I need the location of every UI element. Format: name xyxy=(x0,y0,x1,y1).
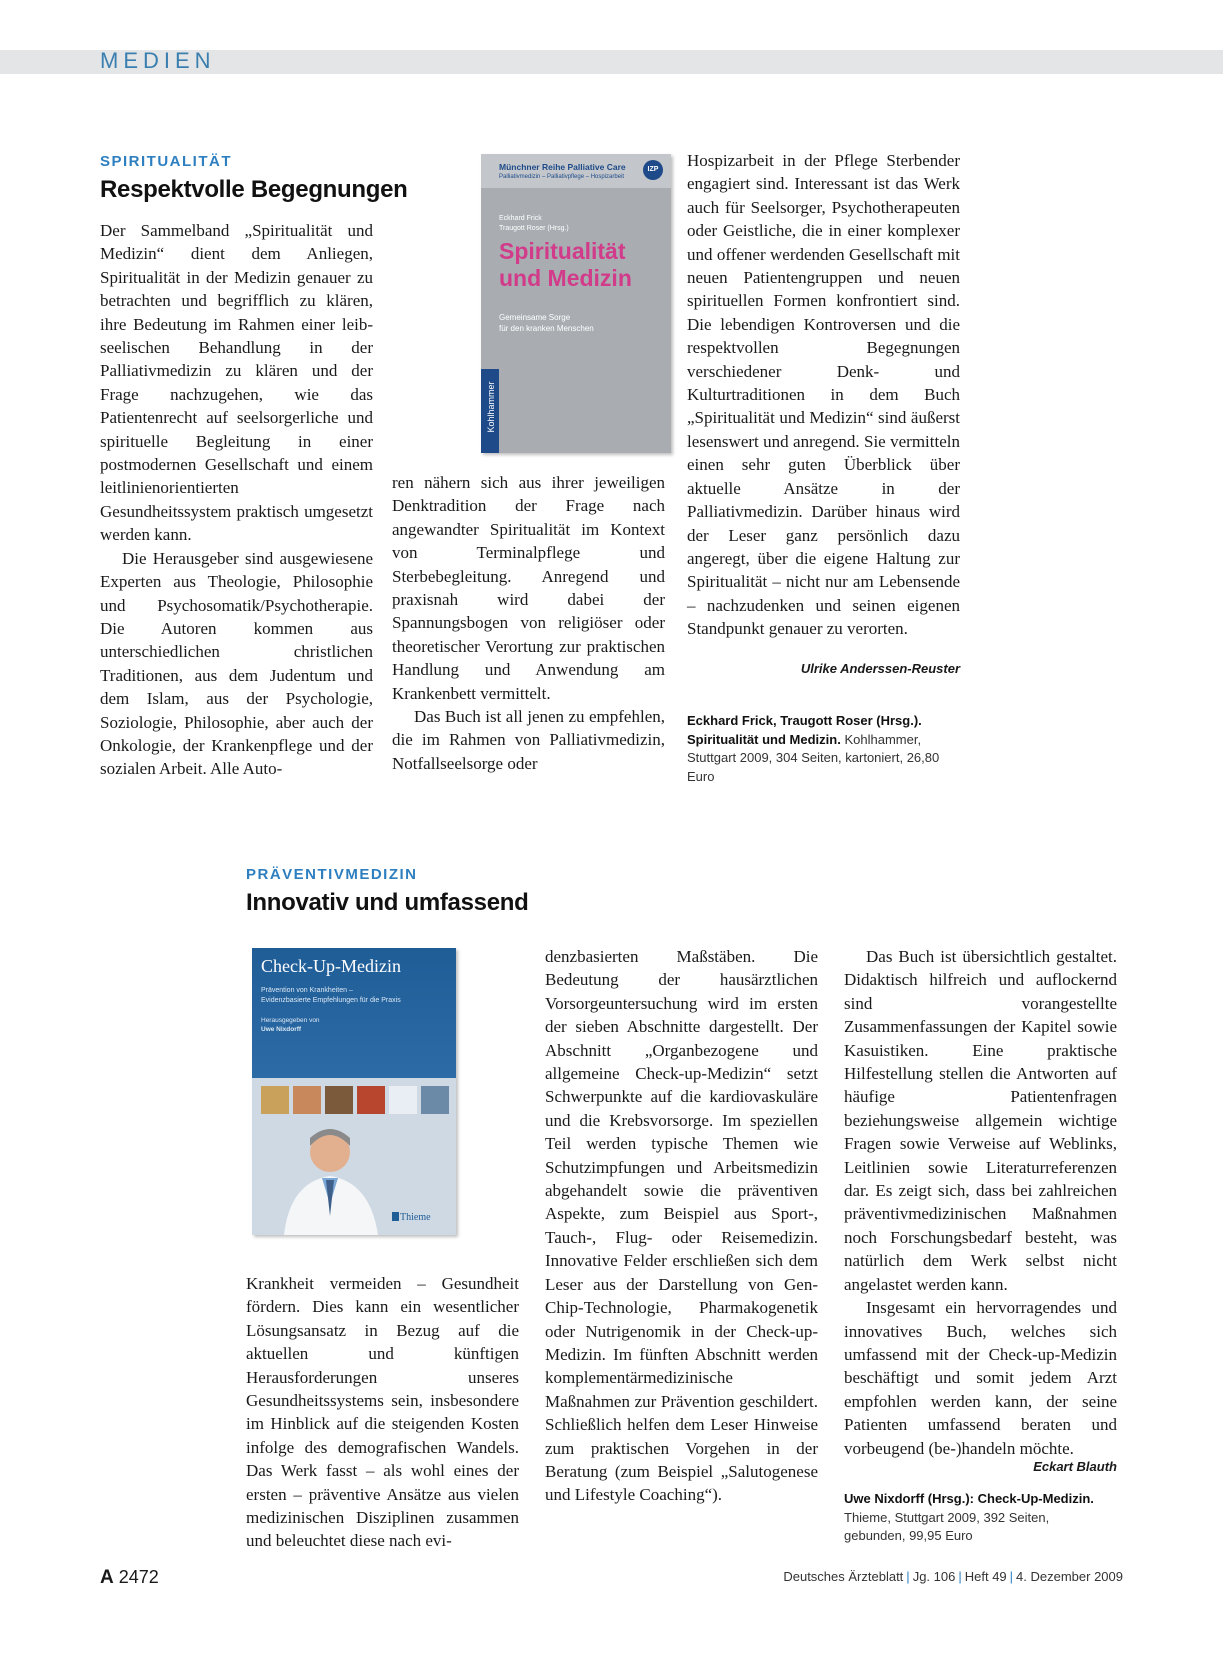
footer-issue: Heft 49 xyxy=(964,1569,1007,1584)
cover-editors xyxy=(499,214,569,234)
cover-publisher: Kohlhammer xyxy=(486,381,496,433)
page-number-value: 2472 xyxy=(118,1567,159,1587)
article1-column2 xyxy=(392,471,665,775)
article2-biblio-title: Uwe Nixdorff (Hrsg.): Check-Up-Medizin. xyxy=(844,1491,1094,1506)
article1-col2-para2: Das Buch ist all jenen zu empfehlen, die im Rahmen von Palliativmedizin, Notfallseelsorge oder xyxy=(392,707,665,773)
article2-col3-para1: Das Buch ist übersichtlich gestaltet. Didaktisch hilfreich und auflockernd sind vorangestellte Zusammenfassungen der Kapitel sowie Kasuistiken. Eine praktische Hilfestellung stellen die Antworten auf häufige Patientenfragen beziehungsweise allgemein wichtige Fragen sowie Verweise auf Weblinks, Leitlinien sowie Literaturreferenzen dar. Es zeigt sich, dass bei zahlreichen präventivmedizinischen Maßnahmen noch Forschungsbedarf besteht, was natürlich dem Werk selbst nicht angelastet werden kann. xyxy=(844,947,1117,1294)
page-number xyxy=(100,1567,159,1589)
cover-editor-2: Traugott Roser (Hrsg.) xyxy=(499,225,569,232)
article1-column3 xyxy=(687,149,960,641)
article1-col1-para1: Der Sammelband „Spiritualität und Medizin“ dient dem Anliegen, Spiritualität in der Medizin genauer zu betrachten und begrifflich zu klären, ihre Bedeutung im Rahmen einer leib-seelischen Behandlung in der Palliativmedizin zu klären und der Frage nachzugehen, wie das Patientenrecht auf seelsorgerliche und spirituelle Begleitung in einer postmodernen Gesellschaft und einem leitlinienorientierten Gesundheitssystem praktisch umgesetzt werden kann. xyxy=(100,221,373,545)
article2-author: Eckart Blauth xyxy=(1033,1459,1117,1474)
section-label: MEDIEN xyxy=(100,48,216,73)
page-letter: A xyxy=(100,1567,114,1588)
article1-author: Ulrike Anderssen-Reuster xyxy=(800,661,960,676)
footer-volume: Jg. 106 xyxy=(912,1569,956,1584)
izp-logo-icon: IZP xyxy=(643,160,663,180)
article1-headline: Respektvolle Begegnungen xyxy=(100,176,408,203)
cells-image-icon xyxy=(421,1086,449,1114)
cover-subtitle-line1: Gemeinsame Sorge xyxy=(499,313,571,322)
article2-biblio-details: Thieme, Stuttgart 2009, 392 Seiten, gebunden, 99,95 Euro xyxy=(844,1509,1050,1543)
article2-column2 xyxy=(545,945,818,1507)
article1-kicker: SPIRITUALITÄT xyxy=(100,153,232,170)
footer-journal: Deutsches Ärzteblatt xyxy=(783,1569,904,1584)
article1-bibliography xyxy=(687,712,947,786)
cover-title xyxy=(499,238,632,292)
cover2-editor-label: Herausgegeben von xyxy=(261,1017,320,1024)
article1-col3-para1: Hospizarbeit in der Pflege Sterbender engagiert sind. Interessant ist das Werk auch für Seelsorger, Psychotherapeuten oder Geistliche, die in einer komplexer und offener werdenden Gesellschaft mit neuen Patientengruppen und neuen spirituellen Formen konfrontiert sind. Die lebendigen Kontroversen und die respektvollen Begegnungen verschiedener Denk- und Kulturtraditionen in dem Buch „Spiritualität und Medizin“ sind äußerst lesenswert und anregend. Sie vermitteln einen sehr guten Überblick über aktuelle Ansätze in der Palliativmedizin. Darüber hinaus wird der Leser ganz persönlich dazu angeregt, über die eigene Haltung zur Spiritualität – nicht nur am Lebensende – nachzudenken und seinen eigenen Standpunkt genauer zu verorten. xyxy=(687,151,960,639)
article1-biblio-details: Kohlhammer, Stuttgart 2009, 304 Seiten, kartoniert, 26,80 Euro xyxy=(687,731,940,784)
article2-column3 xyxy=(844,945,1117,1460)
article1-column1 xyxy=(100,219,373,781)
cyclist-image-icon xyxy=(325,1086,353,1114)
cover2-subtitle-line1: Prävention von Krankheiten – xyxy=(261,987,353,994)
article1-col1-para2: Die Herausgeber sind ausgewiesene Experten aus Theologie, Philosophie und Psychosomatik/Psychotherapie. Die Autoren kommen aus unterschiedlichen christlichen Traditionen, aus dem Judentum und dem Islam, aus der Psychologie, Soziologie, Philosophie, aber auch der Onkologie, der Krankenpflege und der sozialen Arbeit. Alle Auto- xyxy=(100,548,373,779)
cover-subtitle-line2: für den kranken Menschen xyxy=(499,324,594,333)
cover2-image-strip xyxy=(261,1086,451,1114)
food-image-icon xyxy=(261,1086,289,1114)
cover2-publisher: Thieme xyxy=(400,1212,431,1223)
thieme-logo-icon xyxy=(392,1212,399,1221)
cover-subtitle xyxy=(499,312,594,334)
article2-kicker: PRÄVENTIVMEDIZIN xyxy=(246,866,418,883)
article2-bibliography xyxy=(844,1490,1114,1546)
article1-col2-para1: ren nähern sich aus ihrer jeweiligen Denktradition der Frage nach angewandter Spiritualität im Kontext von Terminalpflege und Sterbebegleitung. Anregend und praxisnah wird dabei der Spannungsbogen von religiöser oder theoretischer Verortung zur praktischen Handlung und Anwendung am Krankenbett vermittelt. xyxy=(392,473,665,703)
cover-title-line2: und Medizin xyxy=(499,265,632,291)
book-cover-check-up-medizin xyxy=(252,948,456,1235)
article2-col2-para1: denzbasierten Maßstäben. Die Bedeutung der hausärztlichen Vorsorgeuntersuchung wird im ersten der sieben Abschnitte dargestellt. Der Abschnitt „Organbezogene und allgemeine Check-up-Medizin“ setzt Schwerpunkte auf die kardiovaskuläre und die Krebsvorsorge. Im speziellen Teil werden typische Themen wie Schutzimpfungen und Arbeitsmedizin abgehandelt sowie die präventiven Aspekte, zum Beispiel aus Sport-, Tauch-, Flug- oder Reisemedizin. Innovative Felder erschließen sich dem Leser aus der Darstellung von Gen-Chip-Technologie, Pharmakogenetik oder Nutrigenomik in der Check-up-Medizin. Im fünften Abschnitt werden komplementärmedizinische Maßnahmen zur Prävention geschildert. Schließlich helfen dem Leser Hinweise zum praktischen Vorgehen in der Beratung (zum Beispiel „Salutogenese und Lifestyle Coaching“). xyxy=(545,947,818,1505)
book-cover-spiritualitaet xyxy=(481,154,671,453)
cover2-editor-name: Uwe Nixdorff xyxy=(261,1026,302,1033)
cover2-subtitle xyxy=(261,986,401,1005)
cover-title-line1: Spiritualität xyxy=(499,238,626,264)
cover2-editor xyxy=(261,1016,320,1034)
cover-series-title: Münchner Reihe Palliative Care xyxy=(499,162,626,172)
cover-editor-1: Eckhard Frick xyxy=(499,215,542,222)
article2-headline: Innovativ und umfassend xyxy=(246,889,529,916)
article2-column1 xyxy=(246,1272,519,1553)
organ-image-icon xyxy=(357,1086,385,1114)
article2-col3-para2: Insgesamt ein hervorragendes und innovatives Buch, welches sich umfassend mit der Check-up-Medizin beschäftigt und somit jedem Arzt empfohlen werden kann, der seine Patienten umfassend beraten und vorbeugend (be-)handeln möchte. xyxy=(844,1298,1117,1458)
footer-date: 4. Dezember 2009 xyxy=(1016,1569,1123,1584)
cover2-title: Check-Up-Medizin xyxy=(261,956,401,976)
footer-citation: Deutsches Ärzteblatt | Jg. 106 | Heft 49 | 4. Dezember 2009 xyxy=(783,1569,1123,1584)
doctor-photo-icon xyxy=(282,1124,392,1235)
article2-col1-para1: Krankheit vermeiden – Gesundheit fördern. Dies kann ein wesentlicher Lösungsansatz in Bezug auf die aktuellen und künftigen Herausforderungen unseres Gesundheitssystems sein, insbesondere im Hinblick auf die steigenden Kosten infolge des demografischen Wandels. Das Werk fasst – als wohl eines der ersten – präventive Ansätze aus vielen medizinischen Disziplinen zusammen und beleuchtet diese nach evi- xyxy=(246,1274,519,1551)
article1-biblio-title: Eckhard Frick, Traugott Roser (Hrsg.). Spiritualität und Medizin. xyxy=(687,713,922,747)
chart-image-icon xyxy=(389,1086,417,1114)
cover-series-subtitle: Palliativmedizin – Palliativpflege – Hospizarbeit xyxy=(499,174,625,180)
hand-image-icon xyxy=(293,1086,321,1114)
cover2-subtitle-line2: Evidenzbasierte Empfehlungen für die Praxis xyxy=(261,996,401,1004)
